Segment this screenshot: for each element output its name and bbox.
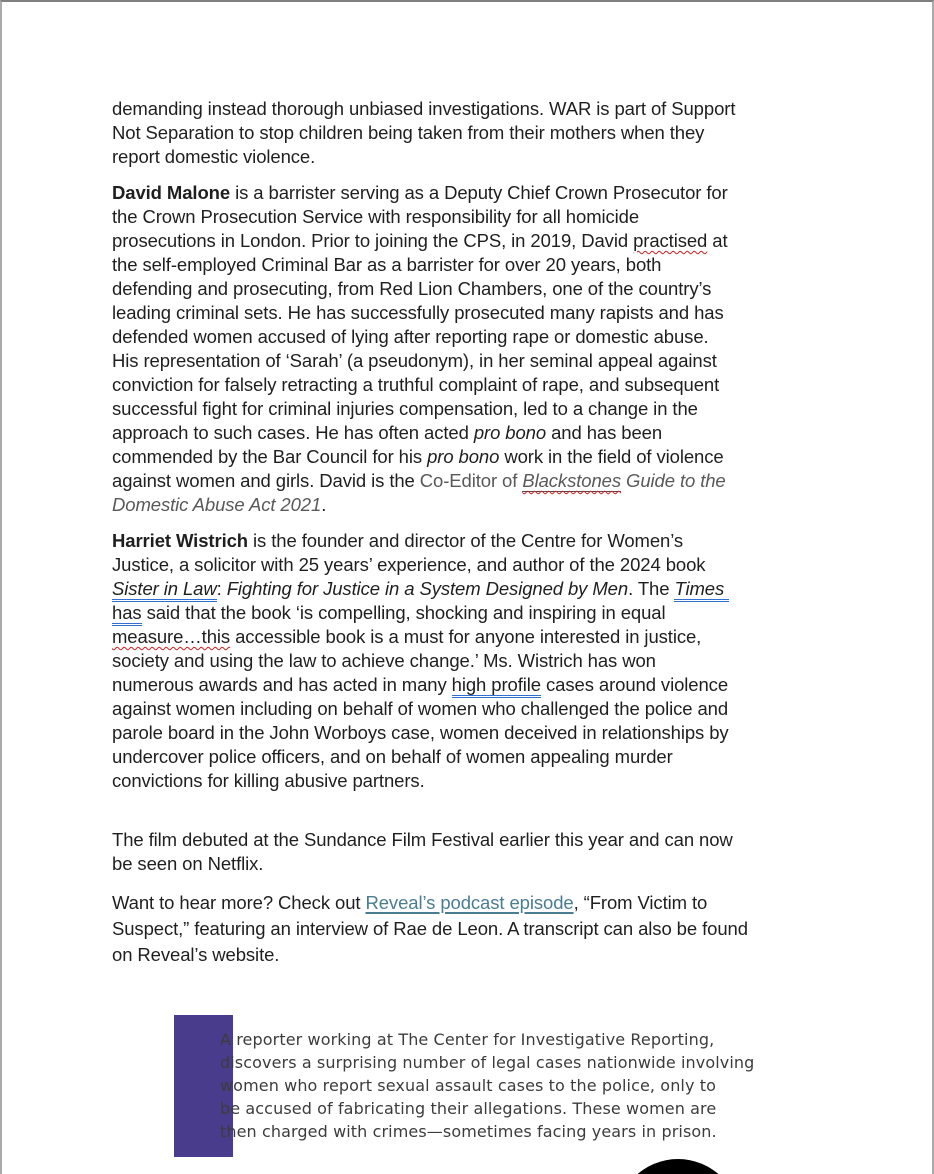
- text-run: approach to such cases. He has often acted: [112, 422, 474, 443]
- paragraph-harriet-wistrich: [112, 529, 857, 793]
- text-run: Harriet Wistrich: [112, 530, 248, 551]
- text-run: at: [707, 230, 728, 251]
- text-run: pro bono: [473, 422, 547, 443]
- synopsis-line: then charged with crimes—sometimes facing years in prison.: [220, 1122, 717, 1141]
- text-run: pro bono: [427, 446, 500, 467]
- text-run: is the founder and director of the Centre for Women’s: [248, 530, 684, 551]
- text-run: , “From Victim to: [573, 892, 708, 913]
- text-run: against women including on behalf of women who challenged the police and: [112, 698, 729, 719]
- synopsis-line: be accused of fabricating their allegations. These women are: [220, 1099, 717, 1118]
- text-run: leading criminal sets. He has successfully prosecuted many rapists and has: [112, 302, 724, 323]
- paragraph-war: [112, 97, 857, 169]
- synopsis-line: women who report sexual assault cases to the police, only to: [220, 1076, 716, 1095]
- text-run: conviction for falsely retracting a truthful complaint of rape, and subsequent: [112, 374, 720, 395]
- text-run: practised: [633, 230, 708, 251]
- text-run: Blackstones: [522, 470, 621, 491]
- text-run: the Crown Prosecution Service with responsibility for all homicide: [112, 206, 640, 227]
- text-run: defending and prosecuting, from Red Lion Chambers, one of the country’s: [112, 278, 712, 299]
- text-run: prosecutions in London. Prior to joining the CPS, in 2019, David: [112, 230, 634, 251]
- text-run: defended women accused of lying after reporting rape or domestic abuse.: [112, 326, 709, 347]
- text-run: undercover police officers, and on behalf of women appealing murder: [112, 746, 673, 767]
- text-run: Fighting for Justice in a System Designed by Men: [226, 578, 629, 599]
- text-run: accessible book is a must for anyone interested in justice,: [230, 626, 702, 647]
- text-run: :: [216, 578, 227, 599]
- paragraph-david-malone: [112, 181, 857, 517]
- logo-circle-partial: [616, 1159, 740, 1174]
- text-run: Want to hear more? Check out: [112, 892, 366, 913]
- text-run: numerous awards and has acted in many: [112, 674, 452, 695]
- text-run: report domestic violence.: [112, 146, 316, 167]
- text-run: is a barrister serving as a Deputy Chief Crown Prosecutor for: [230, 182, 728, 203]
- text-run: .: [321, 494, 327, 515]
- document-body[interactable]: [112, 97, 857, 980]
- text-run: Times: [674, 578, 729, 602]
- text-run: Suspect,” featuring an interview of Rae de Leon. A transcript can also be found: [112, 918, 748, 939]
- text-run: work in the field of violence: [499, 446, 724, 467]
- text-run: commended by the Bar Council for his: [112, 446, 428, 467]
- text-run: Not Separation to stop children being taken from their mothers when they: [112, 122, 705, 143]
- text-run: measure…this: [112, 626, 231, 647]
- paragraph-podcast: [112, 890, 857, 968]
- text-run: The film debuted at the Sundance Film Festival earlier this year and can now: [112, 829, 733, 850]
- text-run: Guide to the: [626, 470, 726, 491]
- text-run: on Reveal’s website.: [112, 944, 280, 965]
- text-run: Co-Editor of: [419, 470, 523, 491]
- text-run: against women and girls. David is the: [112, 470, 420, 491]
- text-run: said that the book ‘is compelling, shocking and inspiring in equal: [141, 602, 666, 623]
- text-run: society and using the law to achieve change.’ Ms. Wistrich has won: [112, 650, 656, 671]
- text-run: be seen on Netflix.: [112, 853, 264, 874]
- text-run: David Malone: [112, 182, 231, 203]
- text-run: demanding instead thorough unbiased investigations. WAR is part of Support: [112, 98, 736, 119]
- text-run: Justice, a solicitor with 25 years’ experience, and author of the 2024 book: [112, 554, 706, 575]
- text-run: parole board in the John Worboys case, women deceived in relationships by: [112, 722, 729, 743]
- text-run: Domestic Abuse Act 2021: [112, 494, 322, 515]
- synopsis-text-block: [220, 1028, 800, 1143]
- text-run: the self-employed Criminal Bar as a barrister for over 20 years, both: [112, 254, 662, 275]
- text-run: cases around violence: [540, 674, 729, 695]
- text-run: has: [112, 602, 142, 626]
- paragraph-film-debut: [112, 828, 857, 876]
- text-run: Sister in Law: [112, 578, 217, 602]
- text-run: successful fight for criminal injuries compensation, led to a change in the: [112, 398, 698, 419]
- text-run: . The: [628, 578, 675, 599]
- text-run: His representation of ‘Sarah’ (a pseudonym), in her seminal appeal against: [112, 350, 717, 371]
- reveals-podcast-episode-link[interactable]: Reveal’s podcast episode: [365, 892, 574, 913]
- synopsis-line: A reporter working at The Center for Investigative Reporting,: [220, 1030, 715, 1049]
- text-run: convictions for killing abusive partners.: [112, 770, 425, 791]
- text-run: high profile: [452, 674, 541, 698]
- text-run: and has been: [546, 422, 663, 443]
- synopsis-line: discovers a surprising number of legal cases nationwide involving: [220, 1053, 755, 1072]
